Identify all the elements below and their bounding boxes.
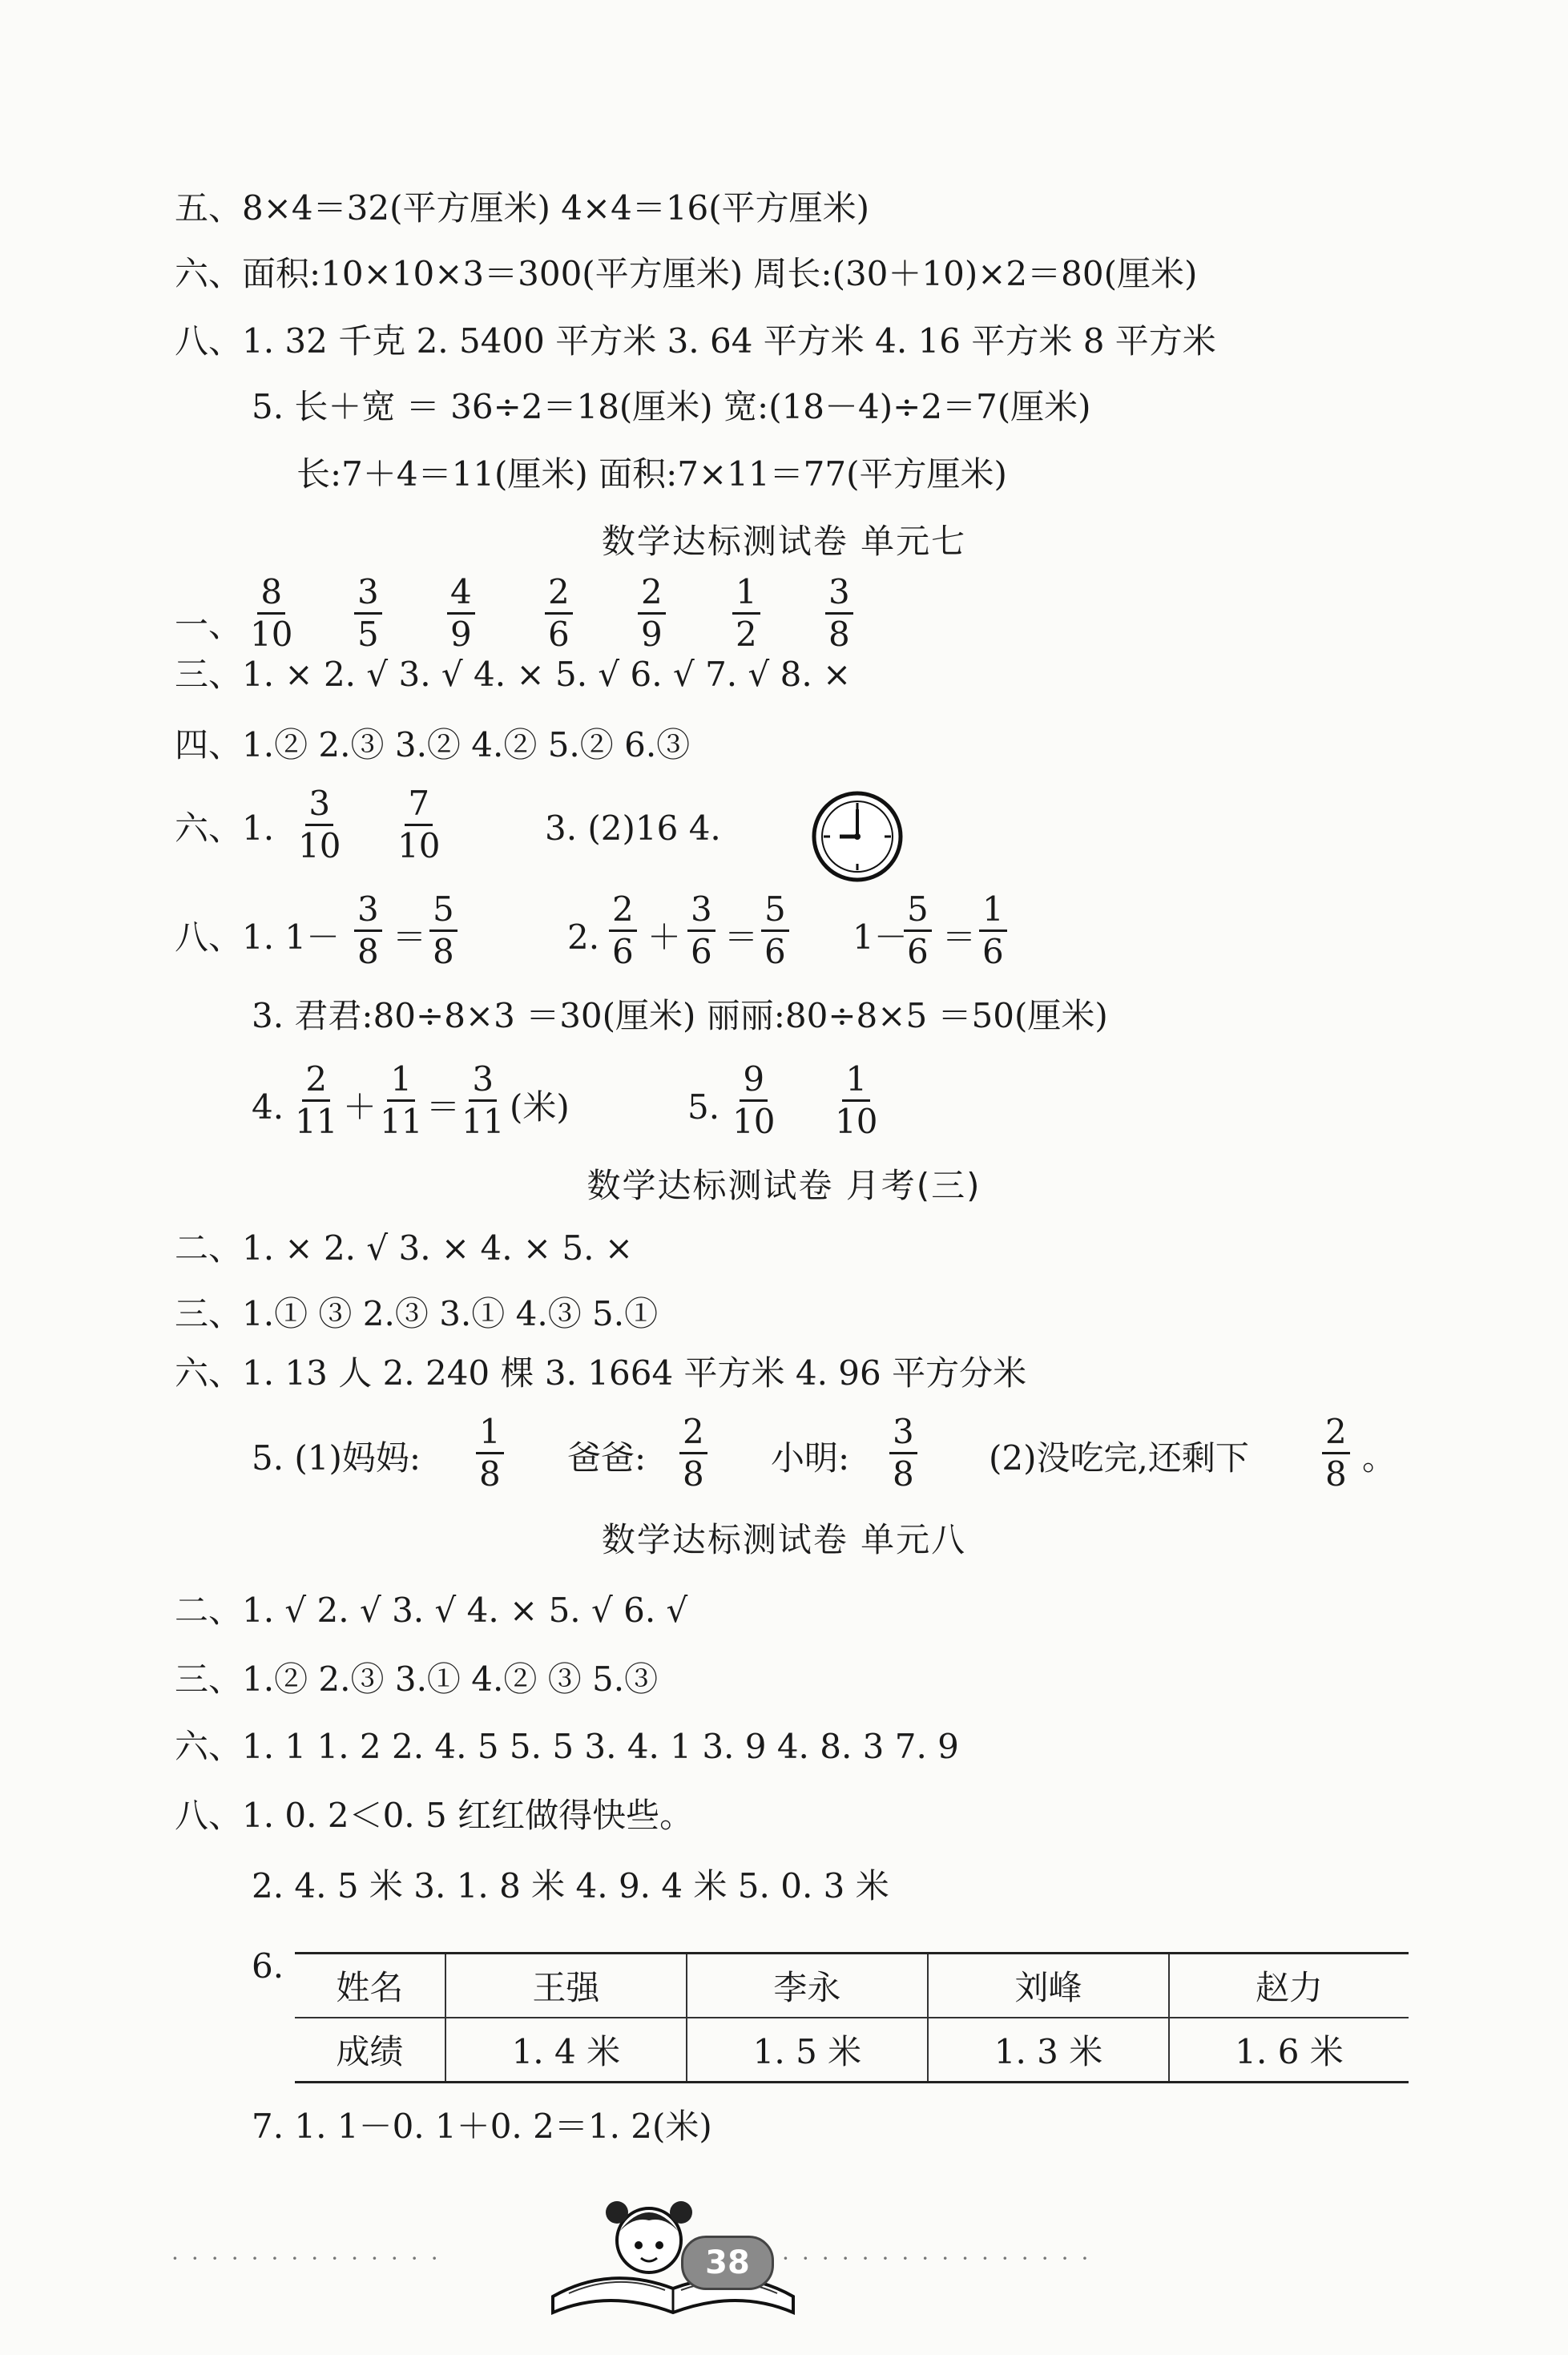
clock-icon: [811, 790, 904, 883]
fraction: $\frac{9}{10}$: [732, 1059, 776, 1141]
table-header-cell: 王强: [445, 1954, 687, 2018]
fraction: $\frac{1}{10}$: [835, 1059, 878, 1141]
footer-dots-left: ··············: [171, 2245, 451, 2272]
table-header-cell: 姓名: [295, 1954, 445, 2018]
fraction: $\frac{2}{8}$: [679, 1413, 707, 1493]
plus-sign: ＋: [343, 1087, 377, 1127]
fraction: $\frac{5}{6}$: [904, 891, 932, 970]
q3-answers: 三、1. × 2. √ 3. √ 4. × 5. √ 6. √ 7. √ 8. ×: [175, 655, 852, 694]
equals-sign: ＝: [942, 917, 977, 957]
answer-line-6: 六、面积:10×10×3＝300(平方厘米) 周长:(30＋10)×2＝80(厘米): [175, 254, 1198, 293]
u8-q6-answers: 六、1. 1 1. 2 2. 4. 5 5. 5 3. 4. 1 3. 9 4. 8. 3 7. 9: [175, 1727, 959, 1766]
plus-sign: ＋: [647, 917, 682, 957]
period: 。: [1362, 1438, 1397, 1478]
fraction: $\frac{2}{6}$: [545, 574, 573, 653]
fraction: $\frac{3}{6}$: [687, 891, 715, 970]
u8-q2-answers: 二、1. √ 2. √ 3. √ 4. × 5. √ 6. √: [175, 1591, 688, 1630]
table-cell: 成绩: [295, 2018, 445, 2083]
answer-line-8-5b: 长:7＋4＝11(厘米) 面积:7×11＝77(平方厘米): [296, 454, 1007, 494]
q6-rest: 3. (2)16 4.: [545, 809, 721, 848]
table-cell: 1. 4 米: [445, 2018, 687, 2083]
section-heading-month3: 数学达标测试卷 月考(三): [586, 1166, 982, 1205]
fraction: $\frac{3}{8}$: [825, 574, 853, 653]
table-header-cell: 赵力: [1169, 1954, 1409, 2018]
fraction: $\frac{3}{8}$: [889, 1413, 917, 1493]
q8-4-label: 4.: [252, 1087, 284, 1127]
equals-sign: ＝: [393, 917, 427, 957]
q8-2-label: 2.: [567, 917, 600, 957]
fraction: $\frac{1}{8}$: [476, 1413, 504, 1493]
page-number-badge: [681, 2236, 774, 2290]
q6-label: 六、1.: [175, 809, 275, 848]
table-cell: 1. 5 米: [687, 2018, 928, 2083]
fraction: $\frac{8}{10}$: [250, 572, 293, 654]
section-heading-unit8: 数学达标测试卷 单元八: [601, 1520, 967, 1559]
fraction: $\frac{2}{8}$: [1322, 1413, 1350, 1493]
fraction: $\frac{3}{10}$: [298, 784, 341, 865]
section-heading-unit7: 数学达标测试卷 单元七: [601, 522, 967, 561]
fraction: $\frac{1}{6}$: [979, 891, 1007, 970]
fraction: $\frac{2}{9}$: [638, 574, 666, 653]
answer-line-8-5: 5. 长＋宽 ＝ 36÷2＝18(厘米) 宽:(18－4)÷2＝7(厘米): [252, 387, 1091, 426]
u8-q8-1: 八、1. 0. 2＜0. 5 红红做得快些。: [175, 1796, 694, 1835]
fraction: $\frac{5}{8}$: [429, 891, 458, 970]
fraction: $\frac{7}{10}$: [397, 784, 441, 865]
fraction: $\frac{3}{8}$: [354, 891, 382, 970]
m3-q3-answers: 三、1.① ③ 2.③ 3.① 4.③ 5.①: [175, 1294, 659, 1333]
fraction: $\frac{1}{2}$: [732, 574, 760, 653]
q1-label: 一、: [175, 605, 243, 644]
fraction: $\frac{4}{9}$: [447, 574, 475, 653]
u8-q8-2: 2. 4. 5 米 3. 1. 8 米 4. 9. 4 米 5. 0. 3 米: [252, 1866, 889, 1905]
fraction: $\frac{3}{11}$: [462, 1059, 505, 1141]
m3-q6-5-dad: 爸爸:: [567, 1438, 647, 1478]
fraction: $\frac{2}{11}$: [295, 1059, 338, 1141]
table-header-cell: 刘峰: [928, 1954, 1169, 2018]
equals-sign: ＝: [724, 917, 759, 957]
fraction: $\frac{3}{5}$: [354, 574, 382, 653]
table-cell: 1. 3 米: [928, 2018, 1169, 2083]
footer-dots-right: ················: [782, 2245, 1102, 2272]
m3-q6-answers: 六、1. 13 人 2. 240 棵 3. 1664 平方米 4. 96 平方分米: [175, 1353, 1027, 1393]
q4-answers: 四、1.② 2.③ 3.② 4.② 5.② 6.③: [175, 725, 691, 764]
u8-q3-answers: 三、1.② 2.③ 3.① 4.② ③ 5.③: [175, 1659, 659, 1699]
answer-line-8: 八、1. 32 千克 2. 5400 平方米 3. 64 平方米 4. 16 平方米 8 平方米: [175, 321, 1216, 361]
u8-q8-7: 7. 1. 1－0. 1＋0. 2＝1. 2(米): [252, 2107, 712, 2146]
page-number: 38: [705, 2244, 750, 2281]
m3-q6-5-mom: 5. (1)妈妈:: [252, 1438, 421, 1478]
unit-text: (米): [510, 1087, 570, 1127]
m3-q6-5-ming: 小明:: [771, 1438, 850, 1478]
table-cell: 1. 6 米: [1169, 2018, 1409, 2083]
fraction: $\frac{5}{6}$: [761, 891, 789, 970]
m3-q2-answers: 二、1. × 2. √ 3. × 4. × 5. ×: [175, 1228, 634, 1268]
table-header-cell: 李永: [687, 1954, 928, 2018]
minus-expr: 1－: [853, 917, 908, 957]
q8-3-line: 3. 君君:80÷8×3 ＝30(厘米) 丽丽:80÷8×5 ＝50(厘米): [252, 996, 1108, 1035]
answer-line-5: 五、8×4＝32(平方厘米) 4×4＝16(平方厘米): [175, 188, 870, 228]
equals-sign: ＝: [426, 1087, 461, 1127]
u8-q8-6-label: 6.: [252, 1946, 284, 1986]
fraction: $\frac{2}{6}$: [609, 891, 637, 970]
q8-5-label: 5.: [687, 1087, 720, 1127]
fraction: $\frac{1}{11}$: [380, 1059, 423, 1141]
q8-label: 八、1. 1－: [175, 917, 341, 957]
score-table: [295, 1952, 1409, 2083]
m3-q6-5-remain: (2)没吃完,还剩下: [989, 1438, 1249, 1478]
